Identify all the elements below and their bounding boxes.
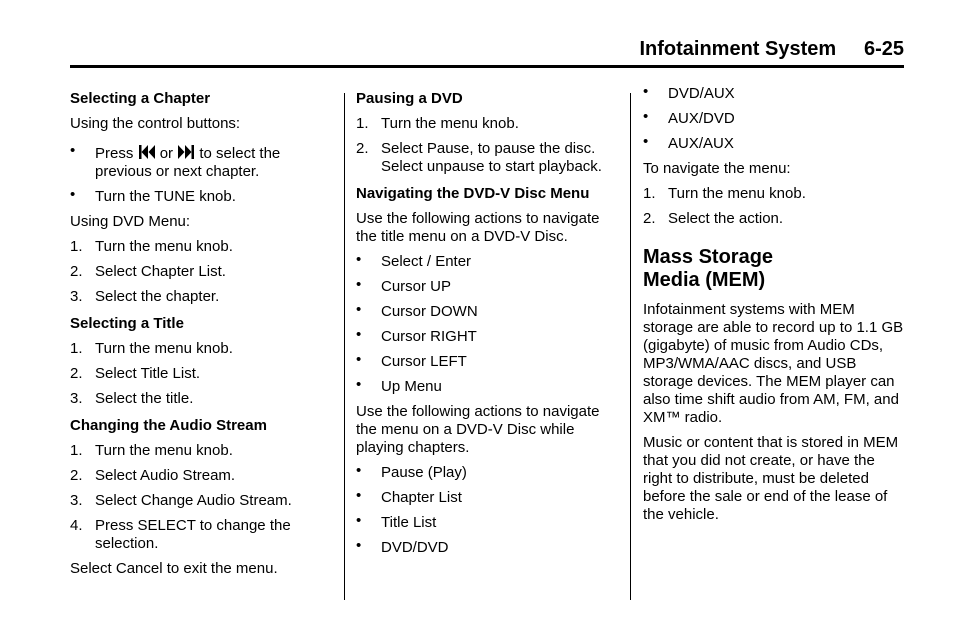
paragraph-mem-1: Infotainment systems with MEM storage are able to record up to 1.1 GB (gigabyte) of music from Audio CDs, MP3/WMA/AAC discs, and USB storage devices. The MEM player can also time shift audio from AM, FM, and XM™ radio. [643, 301, 904, 426]
bullet-item: • Press or to select the previous or next chapter. [70, 142, 281, 180]
list-item: 3. Select the chapter. [70, 288, 220, 305]
paragraph-control-buttons: Using the control buttons: [70, 115, 241, 132]
running-header [639, 38, 904, 61]
list-item: 1. Turn the menu knob. [643, 185, 806, 202]
bullet-item: • DVD/AUX [643, 83, 735, 102]
heading-audio-stream: Changing the Audio Stream [70, 417, 267, 434]
column-2 [356, 90, 618, 564]
bullet-item: • Chapter List [356, 487, 462, 506]
column-1 [70, 90, 325, 585]
skip-previous-icon [138, 144, 156, 160]
bullet-item: • Cursor DOWN [356, 301, 478, 320]
list-item: 1. Turn the menu knob. [356, 115, 519, 132]
bullet-item: • Title List [356, 512, 437, 531]
skip-next-icon [177, 144, 195, 160]
column-3 [643, 85, 905, 531]
paragraph-mem-2: Music or content that is stored in MEM that you did not create, or have the right to distribute, must be deleted before the sale or end of the lease of the vehicle. [643, 434, 899, 523]
heading-pausing-dvd: Pausing a DVD [356, 90, 463, 107]
list-item: 1. Turn the menu knob. [70, 442, 233, 459]
paragraph-dvd-menu: Using DVD Menu: [70, 213, 191, 230]
paragraph-cancel: Select Cancel to exit the menu. [70, 560, 278, 577]
list-item: 4. Press SELECT to change the selection. [70, 517, 291, 552]
bullet-item: • Select / Enter [356, 251, 472, 270]
heading-navigating-dvd-menu: Navigating the DVD-V Disc Menu [356, 185, 590, 202]
bullet-item: • AUX/AUX [643, 133, 734, 152]
section-title: Infotainment System [639, 38, 837, 60]
heading-selecting-title: Selecting a Title [70, 315, 184, 332]
bullet-item: • Cursor LEFT [356, 351, 467, 370]
bullet-item: • AUX/DVD [643, 108, 735, 127]
list-item: 2. Select Audio Stream. [70, 467, 236, 484]
header-rule [70, 65, 904, 68]
list-item: 2. Select the action. [643, 210, 784, 227]
page-number: 6-25 [863, 38, 904, 60]
list-item: 1. Turn the menu knob. [70, 238, 233, 255]
list-item: 2. Select Title List. [70, 365, 201, 382]
heading-selecting-chapter: Selecting a Chapter [70, 90, 211, 107]
bullet-item: • Pause (Play) [356, 462, 467, 481]
list-item: 3. Select the title. [70, 390, 194, 407]
column-divider-2 [630, 93, 631, 600]
bullet-item: • Cursor UP [356, 276, 452, 295]
list-item: 3. Select Change Audio Stream. [70, 492, 292, 509]
bullet-item: • Up Menu [356, 376, 442, 395]
bullet-item: • Turn the TUNE knob. [70, 186, 236, 205]
paragraph-navigate-menu: To navigate the menu: [643, 160, 791, 177]
heading-mass-storage: Mass Storage Media (MEM) [643, 246, 774, 291]
list-item: 2. Select Chapter List. [70, 263, 226, 280]
paragraph-nav-chapters: Use the following actions to navigate the menu on a DVD-V Disc while playing chapters. [356, 403, 600, 456]
bullet-item: • DVD/DVD [356, 537, 449, 556]
column-divider-1 [344, 93, 345, 600]
list-item: 2. Select Pause, to pause the disc. Select unpause to start playback. [356, 140, 602, 175]
paragraph-nav-title-menu: Use the following actions to navigate the title menu on a DVD-V Disc. [356, 210, 600, 245]
bullet-item: • Cursor RIGHT [356, 326, 477, 345]
bullet-mark: • [70, 142, 76, 159]
list-item: 1. Turn the menu knob. [70, 340, 233, 357]
